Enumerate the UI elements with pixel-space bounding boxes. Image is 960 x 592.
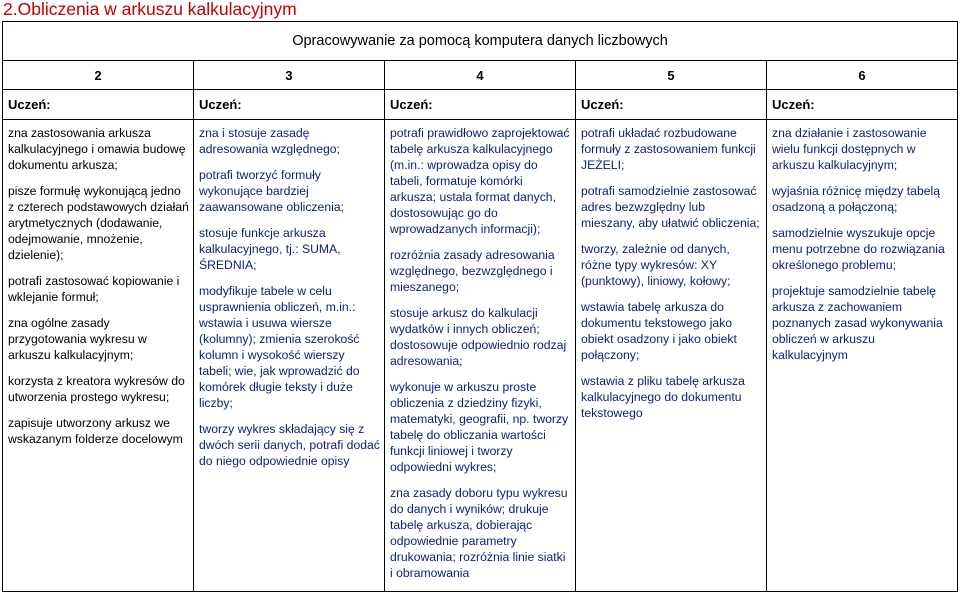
- requirement-item: zna działanie i zastosowanie wielu funkcji dostępnych w arkuszu kalkulacyjnym;: [772, 126, 927, 172]
- grade-row: [3, 61, 958, 90]
- student-label: Uczeń:: [3, 90, 194, 120]
- grade-3: 3: [194, 61, 385, 90]
- student-label-row: [3, 90, 958, 120]
- requirements-grade-3: [194, 120, 385, 592]
- requirement-item: potrafi samodzielnie zastosować adres bezwzględny lub mieszany, aby ułatwić obliczenia;: [581, 184, 760, 230]
- requirement-item: zna i stosuje zasadę adresowania względnego;: [199, 126, 340, 156]
- requirement-item: potrafi zastosować kopiowanie i wklejanie formuł;: [8, 274, 180, 304]
- requirement-item: wstawia tabelę arkusza do dokumentu tekstowego jako obiekt osadzony i jako obiekt połączony;: [581, 300, 737, 362]
- student-label: Uczeń:: [767, 90, 958, 120]
- requirement-item: potrafi układać rozbudowane formuły z zastosowaniem funkcji JEŻELI;: [581, 126, 756, 172]
- requirement-item: modyfikuje tabele w celu usprawnienia obliczeń, m.in.: wstawia i usuwa wiersze (kolumny); zmienia szerokość kolumn i wysokość wierszy tabeli; wie, jak wprowadzić do komórek długie teksty i duże liczby;: [199, 284, 360, 410]
- requirement-item: zapisuje utworzony arkusz we wskazanym folderze docelowym: [8, 416, 183, 446]
- requirements-grade-4: [385, 120, 576, 592]
- requirement-item: zna zastosowania arkusza kalkulacyjnego i omawia budowę dokumentu arkusza;: [8, 126, 186, 172]
- requirements-grade-5: [576, 120, 767, 592]
- requirement-item: korzysta z kreatora wykresów do utworzenia prostego wykresu;: [8, 374, 185, 404]
- requirements-table: [2, 21, 958, 592]
- requirement-item: potrafi prawidłowo zaprojektować tabelę arkusza kalkulacyjnego (m.in.: wprowadza opisy do tabeli, formatuje komórki arkusza; ustala format danych, dostosowując go do wprowadzanych informacji);: [390, 126, 570, 236]
- requirement-item: tworzy, zależnie od danych, różne typy wykresów: XY (punktowy), liniowy, kołowy;: [581, 242, 731, 288]
- requirement-item: rozróżnia zasady adresowania względnego, bezwzględnego i mieszanego;: [390, 248, 555, 294]
- requirement-item: wyjaśnia różnicę między tabelą osadzoną a połączoną;: [772, 184, 940, 214]
- table-subtitle: Opracowywanie za pomocą komputera danych liczbowych: [3, 22, 958, 61]
- document-title: 2.Obliczenia w arkuszu kalkulacyjnym: [3, 0, 297, 19]
- grade-5: 5: [576, 61, 767, 90]
- requirements-grade-2: [3, 120, 194, 592]
- requirements-grade-6: [767, 120, 958, 592]
- requirement-item: potrafi tworzyć formuły wykonujące bardziej zaawansowane obliczenia;: [199, 168, 344, 214]
- requirement-item: stosuje arkusz do kalkulacji wydatków i innych obliczeń; dostosowuje odpowiednio rodzaj adresowania;: [390, 306, 567, 368]
- requirement-item: wstawia z pliku tabelę arkusza kalkulacyjnego do dokumentu tekstowego: [581, 374, 745, 420]
- requirement-item: projektuje samodzielnie tabelę arkusza z zachowaniem poznanych zasad wykonywania obliczeń w arkuszu kalkulacyjnym: [772, 284, 943, 362]
- grade-6: 6: [767, 61, 958, 90]
- grade-2: 2: [3, 61, 194, 90]
- requirement-item: wykonuje w arkuszu proste obliczenia z dziedziny fizyki, matematyki, geografii, np. tworzy tabelę do obliczania wartości funkcji liniowej i tworzy odpowiedni wykres;: [390, 380, 569, 474]
- requirement-item: tworzy wykres składający się z dwóch serii danych, potrafi dodać do niego odpowiednie opisy: [199, 422, 380, 468]
- student-label: Uczeń:: [385, 90, 576, 120]
- requirement-item: zna zasady doboru typu wykresu do danych i wyników; drukuje tabelę arkusza, dobierając odpowiednie parametry drukowania; rozróżnia linie siatki i obramowania: [390, 486, 568, 580]
- grade-4: 4: [385, 61, 576, 90]
- requirement-item: samodzielnie wyszukuje opcje menu potrzebne do rozwiązania określonego problemu;: [772, 226, 945, 272]
- student-label: Uczeń:: [576, 90, 767, 120]
- student-label: Uczeń:: [194, 90, 385, 120]
- requirement-item: zna ogólne zasady przygotowania wykresu w arkuszu kalkulacyjnym;: [8, 316, 147, 362]
- requirement-item: stosuje funkcje arkusza kalkulacyjnego, tj.: SUMA, ŚREDNIA;: [199, 226, 341, 272]
- requirements-row: [3, 120, 958, 592]
- requirement-item: pisze formułę wykonującą jedno z czterech podstawowych działań arytmetycznych (dodawanie, odejmowanie, mnożenie, dzielenie);: [8, 184, 189, 262]
